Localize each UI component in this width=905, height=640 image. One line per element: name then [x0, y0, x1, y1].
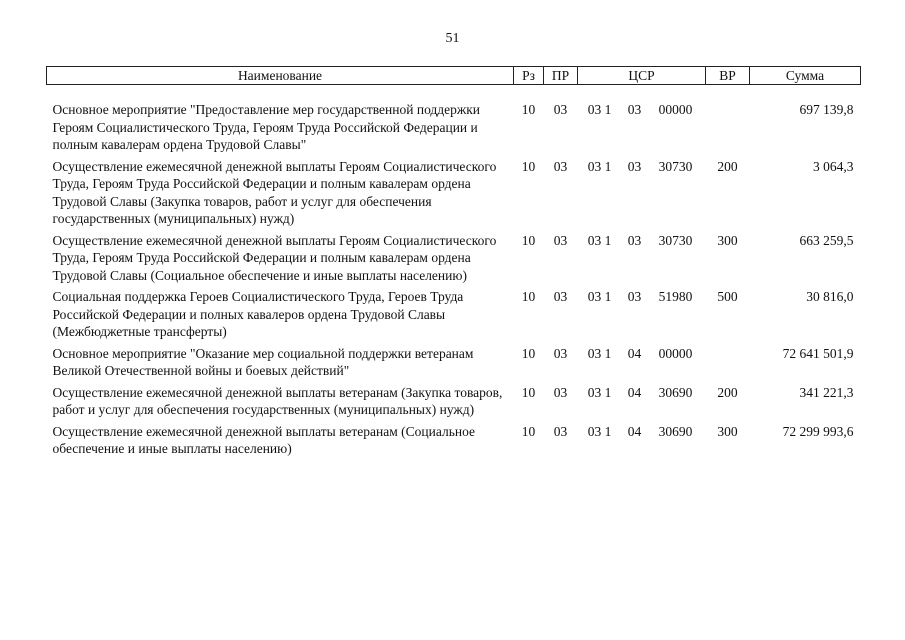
row-csr	[578, 384, 706, 423]
csr-direction: 30730	[658, 232, 693, 248]
row-csr	[578, 158, 706, 232]
header-rz: Рз	[514, 67, 544, 85]
row-csr	[578, 232, 706, 289]
csr-program: 03 1	[587, 384, 612, 400]
row-rz: 10	[521, 289, 536, 304]
csr-subprogram: 04	[627, 384, 642, 400]
table-row	[47, 101, 861, 158]
row-sum: 341 221,3	[799, 384, 854, 400]
header-name: Наименование	[47, 67, 514, 85]
row-vr: 200	[717, 158, 738, 174]
table-row	[47, 288, 861, 345]
csr-direction: 30690	[658, 423, 693, 439]
row-name: Осуществление ежемесячной денежной выплаты Героям Социалистического Труда, Героям Труда Российской Федерации и полным кавалерам ордена Трудовой Славы (Закупка товаров, работ и услуг для обеспечения государственных (муниципальных) нужд)	[52, 158, 497, 226]
csr-direction: 30690	[658, 384, 693, 400]
budget-table	[46, 66, 861, 462]
csr-program: 03 1	[587, 102, 612, 117]
row-pr: 03	[553, 423, 568, 439]
table-row	[47, 158, 861, 232]
header-pr: ПР	[544, 67, 578, 85]
row-sum: 663 259,5	[799, 232, 854, 248]
csr-direction: 51980	[658, 289, 693, 304]
header-sum: Сумма	[750, 67, 861, 85]
row-pr: 03	[553, 384, 568, 400]
row-csr	[578, 423, 706, 462]
table-body	[47, 85, 861, 462]
row-vr	[706, 101, 750, 158]
row-csr	[578, 288, 706, 345]
row-pr: 03	[553, 102, 568, 117]
table-row	[47, 232, 861, 289]
row-sum: 697 139,8	[799, 102, 854, 117]
row-pr: 03	[553, 345, 568, 361]
row-sum: 72 641 501,9	[782, 345, 854, 361]
csr-program: 03 1	[587, 289, 612, 304]
row-name: Социальная поддержка Героев Социалистического Труда, Героев Труда Российской Федерации и полных кавалеров ордена Трудовой Славы (Межбюджетные трансферты)	[52, 289, 464, 339]
table-row	[47, 423, 861, 462]
table-header-row	[47, 67, 861, 85]
row-vr: 200	[717, 384, 738, 400]
csr-direction: 30730	[658, 158, 693, 174]
row-name: Осуществление ежемесячной денежной выплаты ветеранам (Социальное обеспечение и иные выплаты населению)	[52, 423, 476, 456]
csr-program: 03 1	[587, 158, 612, 174]
row-vr: 300	[717, 423, 738, 439]
csr-subprogram: 03	[627, 158, 642, 174]
csr-direction: 00000	[658, 102, 693, 117]
row-pr: 03	[553, 232, 568, 248]
row-rz: 10	[521, 232, 536, 248]
csr-subprogram: 03	[627, 232, 642, 248]
row-sum: 30 816,0	[806, 289, 854, 304]
row-sum: 72 299 993,6	[782, 423, 854, 439]
row-sum: 3 064,3	[813, 158, 854, 174]
row-pr: 03	[553, 158, 568, 174]
row-name: Осуществление ежемесячной денежной выплаты Героям Социалистического Труда, Героям Труда Российской Федерации и полным кавалерам ордена Трудовой Славы (Социальное обеспечение и иные выплаты населению)	[52, 232, 497, 283]
header-csr: ЦСР	[578, 67, 706, 85]
csr-program: 03 1	[587, 345, 612, 361]
row-vr: 500	[717, 289, 738, 304]
row-vr: 300	[717, 232, 738, 248]
row-rz: 10	[521, 102, 536, 117]
csr-subprogram: 03	[627, 289, 642, 304]
row-vr	[706, 345, 750, 384]
row-pr: 03	[553, 289, 568, 304]
header-vr: ВР	[706, 67, 750, 85]
row-name: Основное мероприятие "Предоставление мер государственной поддержки Героям Социалистического Труда, Героям Труда Российской Федерации и полным кавалерам ордена Трудовой Славы"	[52, 102, 481, 152]
csr-program: 03 1	[587, 232, 612, 248]
row-rz: 10	[521, 384, 536, 400]
csr-direction: 00000	[658, 345, 693, 361]
row-name: Основное мероприятие "Оказание мер социальной поддержки ветеранам Великой Отечественной войны и боевых действий"	[52, 345, 474, 378]
row-rz: 10	[521, 158, 536, 174]
row-csr	[578, 345, 706, 384]
csr-subprogram: 04	[627, 345, 642, 361]
row-csr	[578, 101, 706, 158]
row-name: Осуществление ежемесячной денежной выплаты ветеранам (Закупка товаров, работ и услуг для обеспечения государственных (муниципальных) нужд)	[52, 384, 503, 417]
row-rz: 10	[521, 345, 536, 361]
csr-subprogram: 03	[627, 102, 642, 117]
csr-subprogram: 04	[627, 423, 642, 439]
csr-program: 03 1	[587, 423, 612, 439]
page-number: 51	[445, 31, 460, 46]
row-rz: 10	[521, 423, 536, 439]
header-spacer	[47, 85, 861, 102]
table-row	[47, 345, 861, 384]
table-row	[47, 384, 861, 423]
